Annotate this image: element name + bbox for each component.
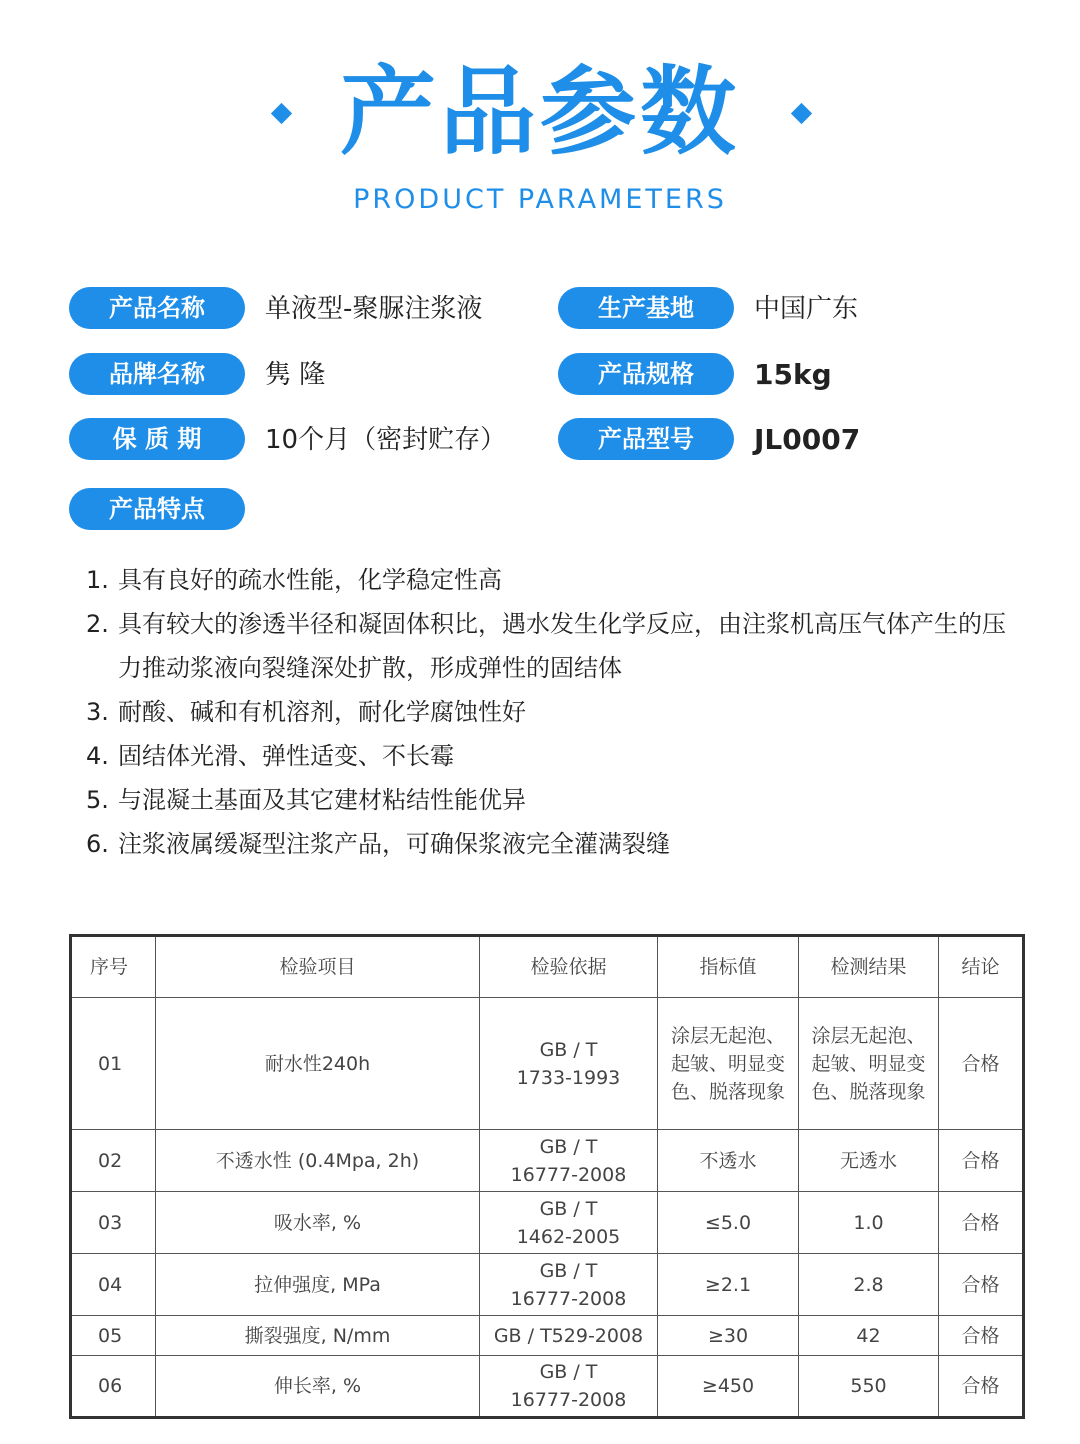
page-header [0, 0, 1080, 240]
table-cell: 42 [799, 1316, 939, 1356]
table-cell: 拉伸强度, MPa [156, 1254, 480, 1316]
table-cell: 合格 [939, 1254, 1024, 1316]
table-cell: ≥30 [658, 1316, 799, 1356]
param-value: 单液型-聚脲注浆液 [265, 294, 483, 324]
table-cell: GB / T 16777-2008 [480, 1356, 658, 1418]
param-label: 产品规格 [558, 353, 734, 395]
table-cell: 不透水 [658, 1130, 799, 1192]
param-value: 10个月（密封贮存） [265, 425, 507, 455]
table-cell: GB / T 1462-2005 [480, 1192, 658, 1254]
table-row [71, 1356, 1024, 1418]
table-cell: 550 [799, 1356, 939, 1418]
param-value: 中国广东 [754, 294, 859, 324]
table-header-cell: 检测结果 [799, 936, 939, 998]
table-cell: GB / T529-2008 [480, 1316, 658, 1356]
list-item: 4. 固结体光滑、弹性适变、不长霉 [86, 742, 454, 770]
param-label: 保 质 期 [69, 418, 245, 460]
table-cell: 耐水性240h [156, 998, 480, 1130]
param-label: 产品名称 [69, 287, 245, 329]
table-cell: 05 [71, 1316, 156, 1356]
spec-table-wrapper [69, 934, 1022, 1418]
features-list [86, 558, 1006, 866]
table-cell: 合格 [939, 1130, 1024, 1192]
table-cell: 伸长率, % [156, 1356, 480, 1418]
param-label: 生产基地 [558, 287, 734, 329]
param-production-base [558, 287, 1018, 331]
table-cell: 涂层无起泡、 起皱、明显变 色、脱落现象 [658, 998, 799, 1130]
param-value: 隽 隆 [265, 360, 326, 390]
table-cell: GB / T 16777-2008 [480, 1254, 658, 1316]
table-cell: 合格 [939, 1316, 1024, 1356]
list-item: 1. 具有良好的疏水性能，化学稳定性高 [86, 566, 502, 594]
table-cell: 02 [71, 1130, 156, 1192]
table-row [71, 998, 1024, 1130]
param-spec [558, 353, 1018, 397]
table-header-cell: 指标值 [658, 936, 799, 998]
table-cell: 合格 [939, 1356, 1024, 1418]
table-cell: 合格 [939, 998, 1024, 1130]
param-model [558, 418, 1018, 462]
list-item: 3. 耐酸、碱和有机溶剂，耐化学腐蚀性好 [86, 698, 526, 726]
table-cell: 合格 [939, 1192, 1024, 1254]
features-label: 产品特点 [69, 488, 245, 530]
table-header-cell: 结论 [939, 936, 1024, 998]
param-product-name [69, 287, 529, 331]
table-row [71, 1316, 1024, 1356]
table-cell: 03 [71, 1192, 156, 1254]
list-item: 2. 具有较大的渗透半径和凝固体积比，遇水发生化学反应，由注浆机高压气体产生的压力推动浆液向裂缝深处扩散，形成弹性的固结体 [86, 610, 1006, 682]
table-header-cell: 检验项目 [156, 936, 480, 998]
table-cell: 06 [71, 1356, 156, 1418]
param-value: JL0007 [754, 423, 861, 456]
table-cell: 吸水率, % [156, 1192, 480, 1254]
page-subtitle: PRODUCT PARAMETERS [353, 184, 727, 215]
list-item: 6. 注浆液属缓凝型注浆产品，可确保浆液完全灌满裂缝 [86, 830, 670, 858]
table-cell: GB / T 16777-2008 [480, 1130, 658, 1192]
table-row [71, 1192, 1024, 1254]
list-item: 5. 与混凝土基面及其它建材粘结性能优异 [86, 786, 526, 814]
table-cell: ≥450 [658, 1356, 799, 1418]
table-cell: 无透水 [799, 1130, 939, 1192]
param-shelf-life [69, 418, 529, 462]
table-row [71, 1254, 1024, 1316]
table-cell: 涂层无起泡、 起皱、明显变 色、脱落现象 [799, 998, 939, 1130]
table-cell: 1.0 [799, 1192, 939, 1254]
spec-table [69, 934, 1025, 1419]
table-cell: 04 [71, 1254, 156, 1316]
param-brand-name [69, 353, 529, 397]
table-cell: 撕裂强度, N/mm [156, 1316, 480, 1356]
table-cell: 不透水性 (0.4Mpa, 2h) [156, 1130, 480, 1192]
table-cell: 01 [71, 998, 156, 1130]
features-heading [69, 488, 269, 532]
table-cell: ≥2.1 [658, 1254, 799, 1316]
table-header-cell: 检验依据 [480, 936, 658, 998]
table-row [71, 1130, 1024, 1192]
table-header-cell: 序号 [71, 936, 156, 998]
param-label: 品牌名称 [69, 353, 245, 395]
page-title: 产品参数 [340, 56, 740, 168]
table-cell: ≤5.0 [658, 1192, 799, 1254]
table-cell: GB / T 1733-1993 [480, 998, 658, 1130]
table-cell: 2.8 [799, 1254, 939, 1316]
table-header-row [71, 936, 1024, 998]
param-value: 15kg [754, 358, 832, 391]
param-label: 产品型号 [558, 418, 734, 460]
